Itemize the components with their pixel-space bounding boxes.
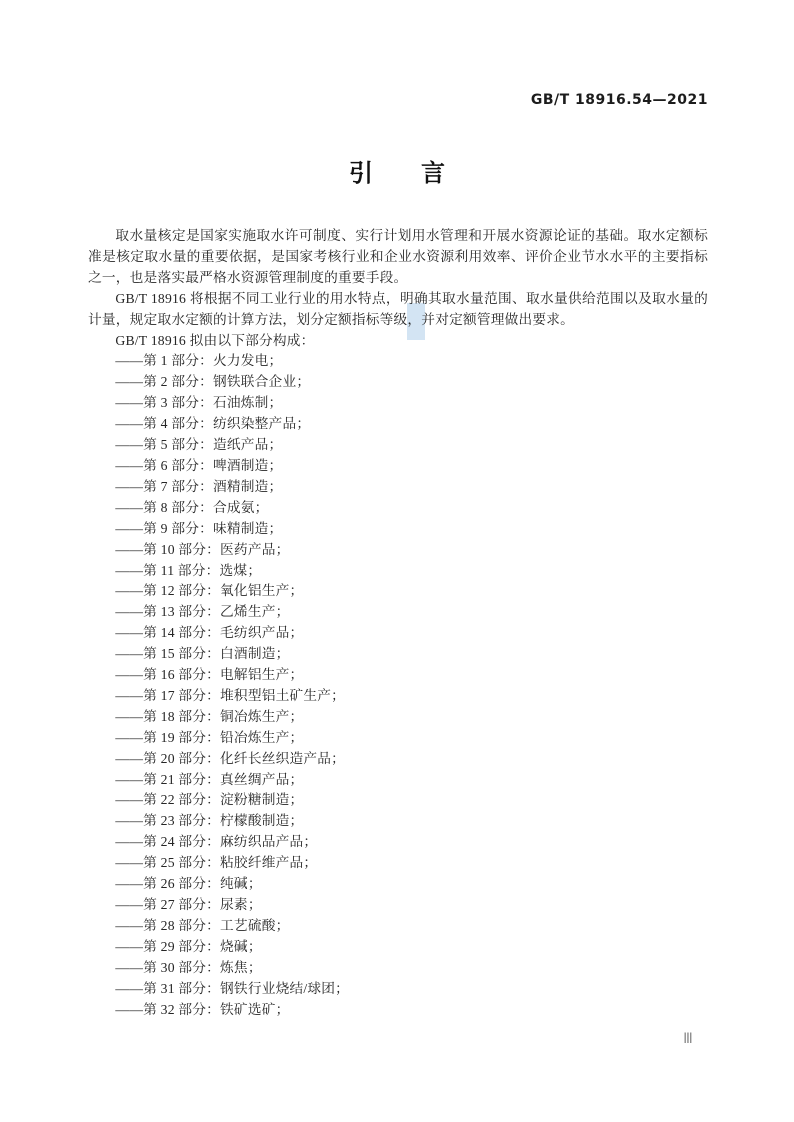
part-item: ——第 30 部分：炼焦； xyxy=(115,959,262,975)
part-item: ——第 27 部分：尿素； xyxy=(115,897,262,912)
part-item: ——第 29 部分：烧碱； xyxy=(115,938,262,954)
part-item: ——第 13 部分：乙烯生产； xyxy=(115,604,290,620)
part-item: ——第 4 部分：纺织染整产品； xyxy=(115,416,311,432)
part-item: ——第 23 部分：柠檬酸制造； xyxy=(115,813,304,829)
part-item: ——第 11 部分：选煤； xyxy=(115,562,262,578)
part-item: ——第 10 部分：医药产品； xyxy=(115,541,290,557)
part-item: ——第 5 部分：造纸产品； xyxy=(115,437,283,453)
body-text xyxy=(88,226,708,1020)
part-item: ——第 3 部分：石油炼制； xyxy=(115,395,283,411)
part-item: ——第 6 部分：啤酒制造； xyxy=(115,457,283,473)
part-item: ——第 15 部分：白酒制造； xyxy=(115,646,290,662)
part-item: ——第 20 部分：化纤长丝织造产品； xyxy=(115,750,346,766)
part-item: ——第 24 部分：麻纺织品产品； xyxy=(115,834,318,850)
part-item: ——第 18 部分：铜冶炼生产； xyxy=(115,708,304,724)
part-item: ——第 14 部分：毛纺织产品； xyxy=(115,625,304,641)
part-item: ——第 25 部分：粘胶纤维产品； xyxy=(115,855,318,871)
part-item: ——第 21 部分：真丝绸产品； xyxy=(115,771,304,787)
part-item: ——第 2 部分：钢铁联合企业； xyxy=(115,374,311,390)
intro-paragraph-2: GB/T 18916 将根据不同工业行业的用水特点，明确其取水量范围、取水量供给范围以及取水量的计量，规定取水定额的计算方法，划分定额指标等级，并对定额管理做出要求。 xyxy=(88,290,708,327)
part-item: ——第 12 部分：氧化铝生产； xyxy=(115,583,304,599)
part-item: ——第 1 部分：火力发电； xyxy=(115,353,283,369)
part-item: ——第 31 部分：钢铁行业烧结/球团； xyxy=(115,980,350,996)
parts-list xyxy=(88,351,708,1020)
part-item: ——第 32 部分：铁矿选矿； xyxy=(115,1001,290,1017)
part-item: ——第 9 部分：味精制造； xyxy=(115,520,283,536)
intro-paragraph-3: GB/T 18916 拟由以下部分构成： xyxy=(115,332,315,348)
standard-code: GB/T 18916.54—2021 xyxy=(530,92,708,108)
part-item: ——第 22 部分：淀粉糖制造； xyxy=(115,792,304,808)
intro-paragraph-1: 取水量核定是国家实施取水许可制度、实行计划用水管理和开展水资源论证的基础。取水定额标准是核定取水量的重要依据，是国家考核行业和企业水资源利用效率、评价企业节水水平的主要指标之一，也是落实最严格水资源管理制度的重要手段。 xyxy=(88,228,708,285)
part-item: ——第 17 部分：堆积型铝土矿生产； xyxy=(115,687,346,703)
part-item: ——第 16 部分：电解铝生产； xyxy=(115,667,304,683)
part-item: ——第 26 部分：纯碱； xyxy=(115,876,262,892)
part-item: ——第 19 部分：铅冶炼生产； xyxy=(115,729,304,745)
part-item: ——第 8 部分：合成氨； xyxy=(115,499,269,515)
part-item: ——第 7 部分：酒精制造； xyxy=(115,478,283,494)
page-title: 引 言 xyxy=(349,159,445,187)
page-number: Ⅲ xyxy=(683,1031,693,1047)
part-item: ——第 28 部分：工艺硫酸； xyxy=(115,917,290,933)
